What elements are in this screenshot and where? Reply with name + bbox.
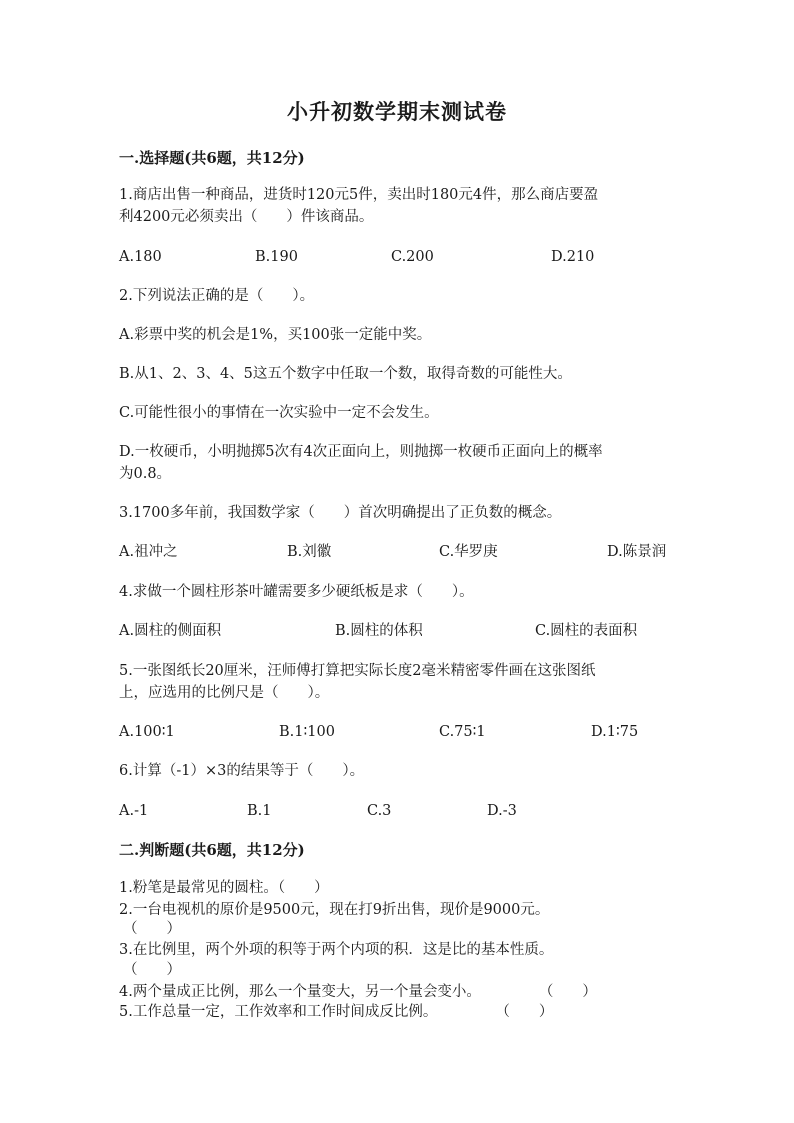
page-title: 小升初数学期末测试卷 (287, 99, 507, 124)
q3-option-b: B.刘徽 (287, 544, 332, 560)
q5-option-b: B.1∶100 (279, 724, 335, 740)
judge-item-3-blank: （ ） (123, 962, 181, 978)
q6-option-c: C.3 (367, 803, 392, 819)
q2-option-d-line1: D.一枚硬币，小明抛掷5次有4次正面向上，则抛掷一枚硬币正面向上的概率 (119, 444, 603, 460)
q5-option-d: D.1∶75 (591, 724, 639, 740)
q1-option-c: C.200 (391, 249, 434, 265)
q2-option-d-line2: 为0.8。 (119, 466, 172, 482)
q1-stem-line2: 利4200元必须卖出（ ）件该商品。 (119, 209, 374, 225)
q4-stem: 4.求做一个圆柱形茶叶罐需要多少硬纸板是求（ ）。 (119, 584, 474, 600)
q1-option-b: B.190 (255, 249, 298, 265)
q1-option-a: A.180 (119, 249, 162, 265)
judge-item-2-blank: （ ） (123, 921, 181, 937)
q6-option-a: A.-1 (119, 803, 149, 819)
q1-option-d: D.210 (551, 249, 595, 265)
section2-heading: 二.判断题(共6题，共12分) (119, 841, 305, 859)
q4-option-b: B.圆柱的体积 (335, 623, 423, 639)
q1-stem-line1: 1.商店出售一种商品，进货时120元5件，卖出时180元4件，那么商店要盈 (119, 187, 599, 203)
judge-item-3: 3.在比例里，两个外项的积等于两个内项的积．这是比的基本性质。 (119, 942, 554, 958)
q3-option-d: D.陈景润 (607, 544, 667, 560)
q6-option-b: B.1 (247, 803, 272, 819)
q3-option-c: C.华罗庚 (439, 544, 498, 560)
q3-option-a: A.祖冲之 (119, 544, 178, 560)
q2-option-c: C.可能性很小的事情在一次实验中一定不会发生。 (119, 405, 439, 421)
judge-item-1: 1.粉笔是最常见的圆柱。（ ） (119, 880, 329, 896)
q5-option-a: A.100∶1 (119, 724, 175, 740)
q2-option-b: B.从1、2、3、4、5这五个数字中任取一个数，取得奇数的可能性大。 (119, 366, 572, 382)
judge-item-5: 5.工作总量一定，工作效率和工作时间成反比例。 （ ） (119, 1004, 554, 1020)
q5-stem-line2: 上，应选用的比例尺是（ ）。 (119, 685, 330, 701)
q6-option-d: D.-3 (487, 803, 517, 819)
section1-heading: 一.选择题(共6题，共12分) (119, 149, 305, 167)
q4-option-c: C.圆柱的表面积 (535, 623, 638, 639)
judge-item-4: 4.两个量成正比例，那么一个量变大，另一个量会变小。 （ ） (119, 984, 597, 1000)
q5-option-c: C.75∶1 (439, 724, 486, 740)
q4-option-a: A.圆柱的侧面积 (119, 623, 222, 639)
q2-option-a: A.彩票中奖的机会是1%，买100张一定能中奖。 (119, 327, 432, 343)
judge-item-2: 2.一台电视机的原价是9500元，现在打9折出售，现价是9000元。 (119, 902, 550, 918)
q2-stem: 2.下列说法正确的是（ ）。 (119, 288, 315, 304)
q5-stem-line1: 5.一张图纸长20厘米，汪师傅打算把实际长度2毫米精密零件画在这张图纸 (119, 663, 596, 679)
q6-stem: 6.计算（-1）×3的结果等于（ ）。 (119, 763, 365, 779)
q3-stem: 3.1700多年前，我国数学家（ ）首次明确提出了正负数的概念。 (119, 505, 562, 521)
